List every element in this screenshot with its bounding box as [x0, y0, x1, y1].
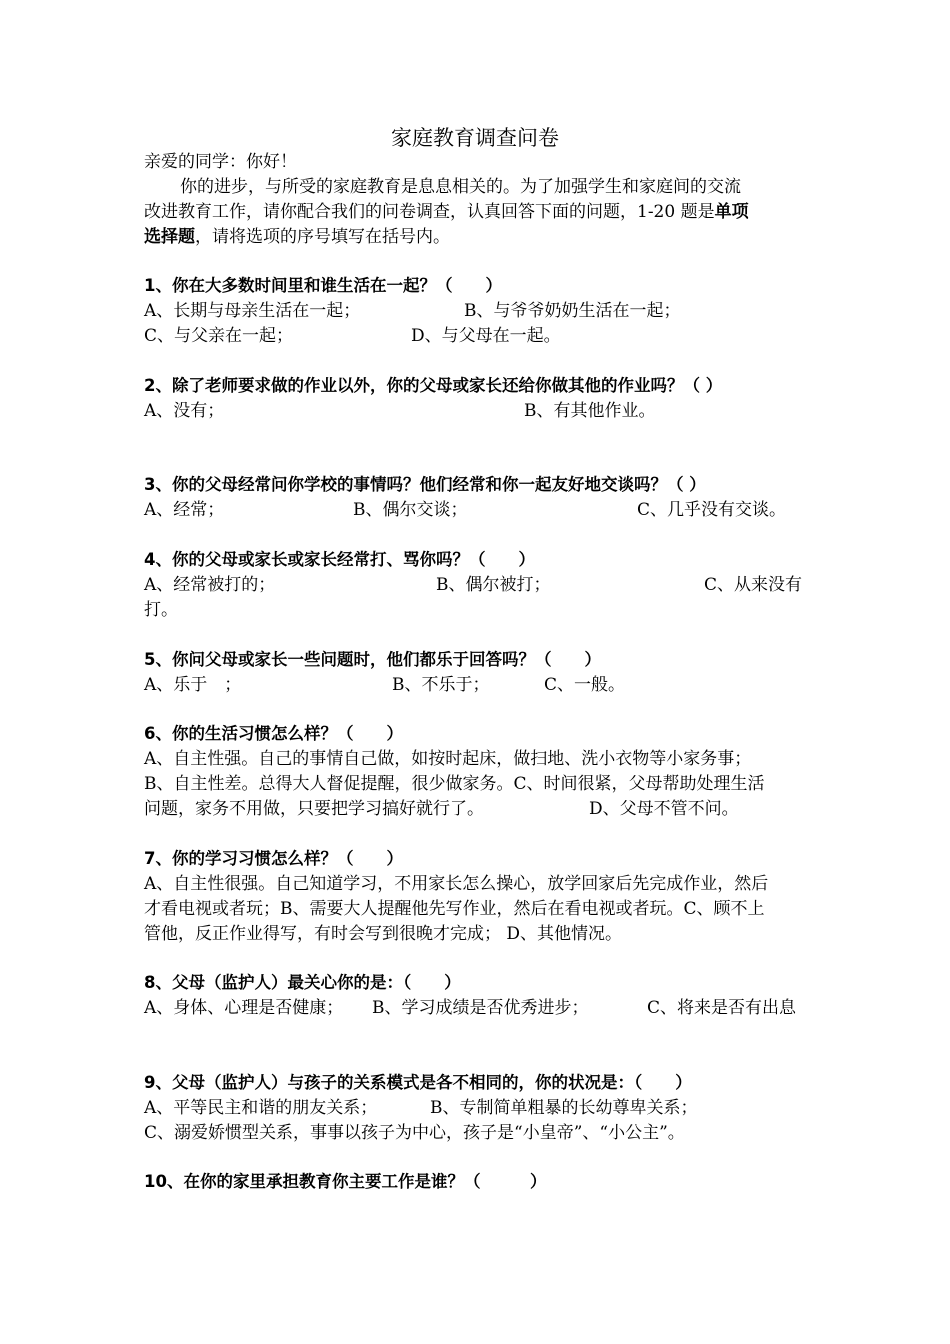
q3-option-c: C、几乎没有交谈。: [637, 500, 787, 520]
q6-line-1: A、自主性强。自己的事情自己做，如按时起床，做扫地、洗小衣物等小家务事；: [144, 749, 752, 769]
q7-line-3: 管他，反正作业得写，有时会写到很晚才完成； D、其他情况。: [144, 924, 623, 944]
question-10: 10、在你的家里承担教育你主要工作是谁？（ ）: [144, 1172, 547, 1191]
question-3: 3、你的父母经常问你学校的事情吗？他们经常和你一起友好地交谈吗？（ ）: [144, 475, 706, 494]
q4-option-c: C、从来没有: [704, 575, 803, 595]
q8-option-a: A、身体、心理是否健康；: [144, 998, 344, 1018]
page-title: 家庭教育调查问卷: [391, 126, 559, 150]
q2-option-a: A、没有；: [144, 401, 225, 421]
intro-line-1: 你的进步，与所受的家庭教育是息息相关的。为了加强学生和家庭间的交流: [180, 177, 741, 197]
intro-emphasis-2: 选择题: [144, 227, 195, 247]
intro-emphasis-1: 单项: [714, 202, 749, 222]
intro-line-3: [144, 225, 450, 249]
question-5: 5、你问父母或家长一些问题时，他们都乐于回答吗？（ ）: [144, 650, 601, 669]
q5-option-a: A、乐于 ；: [144, 675, 242, 695]
q6-option-d: D、父母不管不问。: [589, 799, 739, 819]
greeting: 亲爱的同学：你好！: [144, 152, 297, 172]
intro-line-2-text: 改进教育工作，请你配合我们的问卷调查，认真回答下面的问题，1-20 题是: [144, 202, 715, 222]
q4-option-b: B、偶尔被打；: [436, 575, 551, 595]
q6-line-2: B、自主性差。总得大人督促提醒，很少做家务。C、时间很紧，父母帮助处理生活: [144, 774, 765, 794]
question-4: 4、你的父母或家长或家长经常打、骂你吗？（ ）: [144, 550, 535, 569]
q1-option-b: B、与爷爷奶奶生活在一起；: [464, 301, 681, 321]
q1-option-d: D、与父母在一起。: [411, 326, 561, 346]
q9-option-c: C、溺爱娇惯型关系，事事以孩子为中心，孩子是“小皇帝”、“小公主”。: [144, 1123, 685, 1143]
q4-option-c-continued: 打。: [144, 600, 178, 620]
q5-option-c: C、一般。: [544, 675, 626, 695]
q6-line-3: 问题，家务不用做，只要把学习搞好就行了。: [144, 799, 484, 819]
q8-option-b: B、学习成绩是否优秀进步；: [372, 998, 589, 1018]
q3-option-a: A、经常；: [144, 500, 225, 520]
intro-line-3-text: ，请将选项的序号填写在括号内。: [195, 227, 450, 247]
q1-option-c: C、与父亲在一起；: [144, 326, 294, 346]
question-1: 1、你在大多数时间里和谁生活在一起？（ ）: [144, 276, 502, 295]
q4-option-a: A、经常被打的；: [144, 575, 276, 595]
q3-option-b: B、偶尔交谈；: [353, 500, 468, 520]
question-7: 7、你的学习习惯怎么样？（ ）: [144, 849, 403, 868]
q7-line-1: A、自主性很强。自己知道学习，不用家长怎么操心，放学回家后先完成作业，然后: [144, 874, 769, 894]
question-8: 8、父母（监护人）最关心你的是：（ ）: [144, 973, 461, 992]
q1-option-a: A、长期与母亲生活在一起；: [144, 301, 361, 321]
q7-line-2: 才看电视或者玩；B、需要大人提醒他先写作业，然后在看电视或者玩。C、顾不上: [144, 899, 765, 919]
q9-option-a: A、平等民主和谐的朋友关系；: [144, 1098, 378, 1118]
question-2: 2、除了老师要求做的作业以外，你的父母或家长还给你做其他的作业吗？（ ）: [144, 376, 723, 395]
intro-line-2: [144, 200, 749, 224]
question-6: 6、你的生活习惯怎么样？（ ）: [144, 724, 403, 743]
q8-option-c: C、将来是否有出息: [647, 998, 797, 1018]
q5-option-b: B、不乐于；: [392, 675, 490, 695]
q9-option-b: B、专制简单粗暴的长幼尊卑关系；: [430, 1098, 698, 1118]
q2-option-b: B、有其他作业。: [524, 401, 656, 421]
question-9: 9、父母（监护人）与孩子的关系模式是各不相同的，你的状况是：（ ）: [144, 1073, 692, 1092]
